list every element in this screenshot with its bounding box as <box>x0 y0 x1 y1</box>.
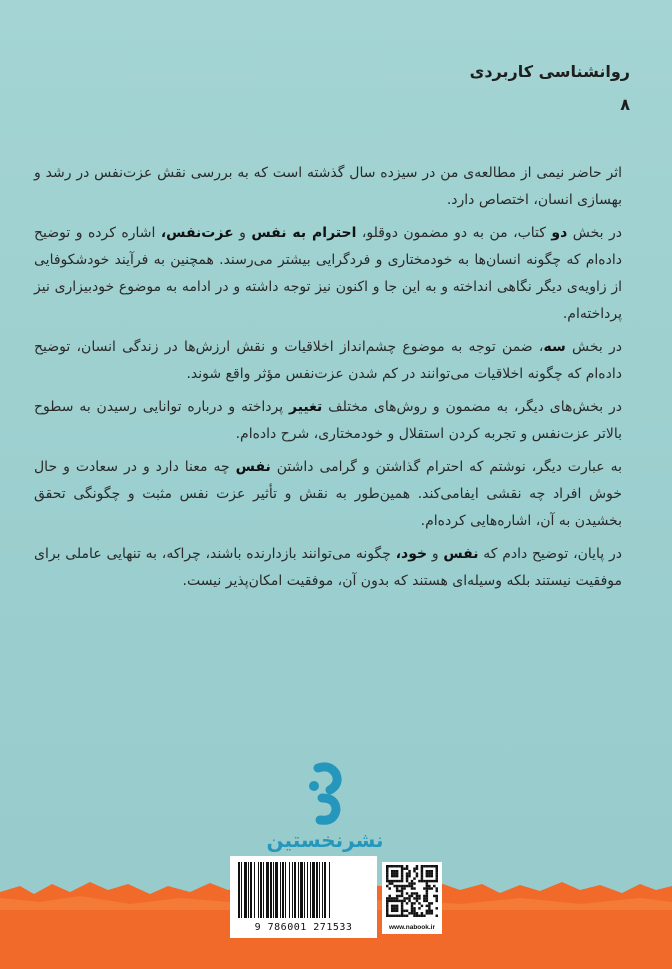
barcode-bar <box>329 862 330 918</box>
qr-module <box>396 895 398 897</box>
qr-module <box>421 912 423 914</box>
qr-module <box>428 907 430 909</box>
qr-module <box>388 887 390 889</box>
qr-module <box>401 877 403 879</box>
publisher-logo-icon <box>296 762 356 826</box>
qr-module <box>386 900 388 902</box>
qr-module <box>403 887 405 889</box>
qr-module <box>386 885 388 887</box>
qr-module <box>393 875 395 877</box>
blurb-bold-term: دو <box>551 225 568 241</box>
qr-label <box>382 862 442 934</box>
barcode-label <box>230 856 377 938</box>
qr-module <box>436 895 438 897</box>
barcode-bar <box>324 862 326 918</box>
qr-module <box>428 910 430 912</box>
qr-module <box>421 867 423 869</box>
qr-module <box>426 912 428 914</box>
qr-module <box>386 867 388 869</box>
qr-module <box>431 887 433 889</box>
qr-module <box>408 875 410 877</box>
qr-module <box>423 895 425 897</box>
qr-module <box>401 890 403 892</box>
qr-module <box>391 880 393 882</box>
qr-module <box>398 895 400 897</box>
qr-module <box>386 910 388 912</box>
qr-module <box>393 872 395 874</box>
blurb-paragraph-6 <box>34 541 622 595</box>
qr-module <box>406 897 408 899</box>
qr-module <box>411 880 413 882</box>
qr-module <box>426 870 428 872</box>
qr-module <box>411 892 413 894</box>
qr-module <box>386 875 388 877</box>
barcode-bar <box>322 862 323 918</box>
qr-module <box>431 912 433 914</box>
qr-module <box>428 885 430 887</box>
qr-module <box>396 905 398 907</box>
qr-module <box>396 890 398 892</box>
qr-module <box>401 915 403 917</box>
barcode-bar <box>244 862 247 918</box>
blurb-text-span: در بخش <box>567 225 622 241</box>
qr-module <box>436 867 438 869</box>
qr-module <box>388 897 390 899</box>
barcode-bar <box>248 862 249 918</box>
blurb-paragraph-1 <box>34 160 622 214</box>
qr-module <box>436 875 438 877</box>
barcode-bar <box>294 862 296 918</box>
qr-module <box>426 910 428 912</box>
qr-module <box>393 870 395 872</box>
qr-module <box>428 872 430 874</box>
qr-module <box>408 897 410 899</box>
qr-module <box>398 865 400 867</box>
qr-module <box>388 882 390 884</box>
barcode-bar <box>312 862 315 918</box>
blurb-text-span: اشاره کرده و توضیح داده‌ام که چگونه انسان‌ها به خودمختاری و فردگرایی بیشتر می‌رسند. همچنین به فرآیند خودشکوفایی از زاویه‌ی دیگر نگاهی انداخته و به این جا و اکنون نیز توجه داشته و در ادامه به موضوع خودبیزاری نیز پرداخته‌ام. <box>34 225 622 322</box>
qr-module <box>403 885 405 887</box>
blurb-paragraph-2 <box>34 220 622 328</box>
barcode-bar <box>316 862 318 918</box>
qr-module <box>396 897 398 899</box>
qr-module <box>396 875 398 877</box>
qr-module <box>428 905 430 907</box>
qr-module <box>386 915 388 917</box>
qr-module <box>431 865 433 867</box>
qr-module <box>413 882 415 884</box>
qr-module <box>393 915 395 917</box>
qr-module <box>386 902 388 904</box>
qr-module <box>421 872 423 874</box>
isbn-number: 9 786001 271533 <box>254 922 353 933</box>
qr-module <box>401 907 403 909</box>
qr-module <box>416 867 418 869</box>
qr-module <box>391 907 393 909</box>
qr-module <box>403 867 405 869</box>
qr-module <box>436 877 438 879</box>
qr-code-icon <box>386 865 438 921</box>
qr-module <box>396 872 398 874</box>
blurb-text-span: پرداخته و درباره توانایی رسیدن به سطوح بالاتر عزت‌نفس و تجربه کردن استقلال و خودمختاری، شرح داده‌ام. <box>34 399 622 442</box>
qr-module <box>388 865 390 867</box>
qr-module <box>391 872 393 874</box>
series-number: ۸ <box>620 95 630 114</box>
qr-module <box>436 880 438 882</box>
qr-module <box>398 890 400 892</box>
qr-module <box>391 905 393 907</box>
qr-module <box>396 900 398 902</box>
qr-module <box>401 887 403 889</box>
barcode-bar <box>310 862 311 918</box>
barcode-bar <box>298 862 299 918</box>
qr-module <box>408 895 410 897</box>
qr-module <box>433 885 435 887</box>
qr-module <box>413 887 415 889</box>
qr-module <box>416 875 418 877</box>
qr-module <box>416 912 418 914</box>
barcode-bar <box>266 862 269 918</box>
qr-module <box>411 912 413 914</box>
qr-module <box>391 875 393 877</box>
barcode-bar <box>273 862 274 918</box>
series-title: روانشناسی کاربردی <box>469 62 630 81</box>
qr-module <box>398 880 400 882</box>
qr-module <box>408 870 410 872</box>
qr-module <box>396 885 398 887</box>
qr-module <box>393 910 395 912</box>
blurb-bold-term: نفس <box>235 459 271 475</box>
qr-module <box>403 915 405 917</box>
qr-module <box>391 882 393 884</box>
qr-module <box>413 902 415 904</box>
blurb-text-span: و <box>427 546 444 562</box>
qr-module <box>418 895 420 897</box>
qr-module <box>406 902 408 904</box>
qr-module <box>426 905 428 907</box>
qr-module <box>431 902 433 904</box>
qr-module <box>398 915 400 917</box>
qr-module <box>391 897 393 899</box>
qr-module <box>413 907 415 909</box>
qr-module <box>421 880 423 882</box>
qr-module <box>431 880 433 882</box>
qr-module <box>386 907 388 909</box>
qr-module <box>396 887 398 889</box>
blurb-bold-term: احترام به نفس <box>251 225 357 241</box>
qr-module <box>416 897 418 899</box>
qr-module <box>401 902 403 904</box>
qr-module <box>401 900 403 902</box>
qr-module <box>423 897 425 899</box>
qr-module <box>386 877 388 879</box>
qr-module <box>433 880 435 882</box>
qr-module <box>406 875 408 877</box>
qr-module <box>396 880 398 882</box>
barcode-icon <box>236 862 371 920</box>
blurb-bold-term: سه <box>543 339 566 355</box>
qr-module <box>423 865 425 867</box>
blurb-text-span: کتاب، من به دو مضمون دوقلو، <box>356 225 552 241</box>
qr-module <box>418 915 420 917</box>
qr-module <box>413 867 415 869</box>
qr-module <box>436 915 438 917</box>
qr-module <box>423 880 425 882</box>
qr-module <box>403 910 405 912</box>
blurb-bold-term: عزت‌نفس، <box>160 225 234 241</box>
blurb-paragraph-4 <box>34 394 622 448</box>
qr-module <box>418 907 420 909</box>
qr-module <box>411 905 413 907</box>
qr-module <box>393 900 395 902</box>
barcode-bar <box>289 862 290 918</box>
qr-module <box>426 880 428 882</box>
barcode-bar <box>258 862 259 918</box>
barcode-bar <box>270 862 272 918</box>
qr-module <box>386 870 388 872</box>
qr-module <box>396 910 398 912</box>
qr-module <box>401 910 403 912</box>
qr-module <box>433 865 435 867</box>
qr-module <box>436 907 438 909</box>
qr-module <box>426 897 428 899</box>
qr-module <box>393 897 395 899</box>
barcode-bar <box>263 862 264 918</box>
qr-module <box>416 892 418 894</box>
qr-module <box>436 865 438 867</box>
qr-module <box>393 865 395 867</box>
barcode-bar <box>280 862 281 918</box>
qr-module <box>393 880 395 882</box>
barcode-bar <box>292 862 293 918</box>
qr-module <box>406 877 408 879</box>
qr-module <box>401 892 403 894</box>
qr-module <box>433 895 435 897</box>
qr-module <box>421 915 423 917</box>
barcode-bar <box>275 862 278 918</box>
qr-module <box>421 875 423 877</box>
qr-module <box>416 900 418 902</box>
qr-module <box>431 875 433 877</box>
qr-module <box>401 895 403 897</box>
qr-module <box>401 870 403 872</box>
qr-module <box>406 892 408 894</box>
qr-module <box>416 915 418 917</box>
qr-module <box>406 915 408 917</box>
publisher-name: نشرنخستین <box>266 828 384 852</box>
qr-module <box>426 890 428 892</box>
qr-module <box>401 880 403 882</box>
qr-module <box>388 880 390 882</box>
qr-module <box>386 897 388 899</box>
barcode-bar <box>241 862 242 918</box>
qr-module <box>426 872 428 874</box>
qr-module <box>408 900 410 902</box>
barcode-bar <box>304 862 305 918</box>
qr-module <box>411 882 413 884</box>
qr-module <box>411 887 413 889</box>
qr-module <box>408 872 410 874</box>
barcode-bar <box>282 862 284 918</box>
qr-module <box>393 885 395 887</box>
qr-module <box>428 912 430 914</box>
blurb-text-span: به عبارت دیگر، نوشتم که احترام گذاشتن و گرامی داشتن <box>270 459 622 475</box>
blurb-text-span: در بخش‌های دیگر، به مضمون و روش‌های مختلف <box>322 399 622 415</box>
qr-module <box>413 877 415 879</box>
qr-module <box>411 902 413 904</box>
qr-module <box>396 870 398 872</box>
qr-module <box>396 865 398 867</box>
blurb-paragraph-3 <box>34 334 622 388</box>
qr-module <box>391 865 393 867</box>
qr-module <box>413 897 415 899</box>
qr-module <box>391 900 393 902</box>
qr-module <box>406 872 408 874</box>
blurb-text-span: چگونه می‌توانند بازدارنده باشند، چراکه، به تنهایی عاملی برای موفقیت نیستند بلکه وسیله‌ای هستند که بدون آن، موفقیت امکان‌پذیر نیست. <box>34 546 622 589</box>
blurb-text-span: در پایان، توضیح دادم که <box>478 546 622 562</box>
qr-module <box>428 880 430 882</box>
qr-module <box>436 890 438 892</box>
qr-url: www.nabook.ir <box>389 924 435 931</box>
blurb-bold-term: خود، <box>395 546 428 562</box>
qr-module <box>413 912 415 914</box>
qr-module <box>436 872 438 874</box>
qr-module <box>411 895 413 897</box>
qr-module <box>428 902 430 904</box>
qr-module <box>426 865 428 867</box>
qr-module <box>386 872 388 874</box>
qr-module <box>413 870 415 872</box>
qr-module <box>403 897 405 899</box>
qr-module <box>421 865 423 867</box>
barcode-bar <box>307 862 308 918</box>
qr-module <box>418 880 420 882</box>
qr-module <box>386 865 388 867</box>
barcode-bar <box>319 862 320 918</box>
qr-module <box>386 912 388 914</box>
qr-module <box>423 915 425 917</box>
qr-module <box>428 865 430 867</box>
qr-module <box>421 870 423 872</box>
qr-module <box>406 867 408 869</box>
qr-module <box>413 910 415 912</box>
barcode-bar <box>285 862 286 918</box>
qr-module <box>388 900 390 902</box>
qr-module <box>421 877 423 879</box>
qr-module <box>406 865 408 867</box>
blurb-text-span: چه معنا دارد و در سعادت و حال خوش افراد چه نقشی ایفامی‌کند. همین‌طور به نقش و تأثیر عزت نفس مثبت و چگونگی تحقق بخشیدن به آن، اشاره‌هایی کرده‌ام. <box>34 459 622 529</box>
qr-module <box>386 905 388 907</box>
qr-module <box>393 907 395 909</box>
qr-module <box>413 892 415 894</box>
qr-module <box>408 882 410 884</box>
qr-module <box>416 865 418 867</box>
barcode-bar <box>238 862 240 918</box>
qr-module <box>401 867 403 869</box>
qr-module <box>406 885 408 887</box>
qr-module <box>391 910 393 912</box>
qr-module <box>401 875 403 877</box>
qr-module <box>388 895 390 897</box>
blurb-bold-term: تغییر <box>288 399 323 415</box>
qr-module <box>431 872 433 874</box>
qr-module <box>413 915 415 917</box>
blurb-text-span: ، ضمن توجه به موضوع چشم‌انداز اخلاقیات و نقش ارزش‌ها در زندگی انسان، توضیح داده‌ام که چگونه اخلاقیات می‌توانند در کم شدن عزت‌نفس مؤثر واقع شوند. <box>34 339 622 382</box>
qr-module <box>436 887 438 889</box>
qr-module <box>403 900 405 902</box>
qr-module <box>426 882 428 884</box>
qr-module <box>426 885 428 887</box>
qr-module <box>401 872 403 874</box>
qr-module <box>423 887 425 889</box>
qr-module <box>436 897 438 899</box>
qr-module <box>436 900 438 902</box>
qr-module <box>406 880 408 882</box>
qr-module <box>401 865 403 867</box>
qr-module <box>426 900 428 902</box>
qr-module <box>418 897 420 899</box>
blurb-text <box>34 160 622 601</box>
qr-module <box>411 907 413 909</box>
qr-module <box>391 870 393 872</box>
qr-module <box>411 885 413 887</box>
qr-module <box>426 895 428 897</box>
qr-module <box>428 875 430 877</box>
qr-module <box>396 907 398 909</box>
qr-module <box>408 885 410 887</box>
qr-module <box>428 887 430 889</box>
qr-module <box>428 870 430 872</box>
qr-module <box>431 910 433 912</box>
barcode-bar <box>260 862 262 918</box>
qr-module <box>386 880 388 882</box>
qr-module <box>436 870 438 872</box>
blurb-text-span: در بخش <box>565 339 622 355</box>
blurb-bold-term: نفس <box>443 546 479 562</box>
qr-module <box>401 885 403 887</box>
qr-module <box>408 912 410 914</box>
qr-module <box>391 915 393 917</box>
qr-module <box>398 900 400 902</box>
qr-module <box>426 887 428 889</box>
blurb-paragraph-5 <box>34 454 622 535</box>
qr-module <box>423 900 425 902</box>
qr-module <box>416 895 418 897</box>
qr-module <box>421 905 423 907</box>
series-header <box>470 62 630 114</box>
qr-module <box>416 872 418 874</box>
qr-module <box>406 910 408 912</box>
qr-module <box>418 902 420 904</box>
barcode-bar <box>250 862 252 918</box>
qr-module <box>411 910 413 912</box>
qr-module <box>426 875 428 877</box>
qr-module <box>431 870 433 872</box>
qr-module <box>401 905 403 907</box>
barcode-bar <box>254 862 255 918</box>
qr-module <box>398 885 400 887</box>
blurb-text-span: و <box>233 225 252 241</box>
barcode-bar <box>300 862 303 918</box>
qr-module <box>396 915 398 917</box>
qr-module <box>393 905 395 907</box>
blurb-text-span: اثر حاضر نیمی از مطالعه‌ی من در سیزده سال گذشته است که به بررسی نقش عزت‌نفس در رشد و بهسازی انسان، اختصاص دارد. <box>34 165 622 208</box>
qr-module <box>426 892 428 894</box>
qr-module <box>401 912 403 914</box>
qr-module <box>388 915 390 917</box>
